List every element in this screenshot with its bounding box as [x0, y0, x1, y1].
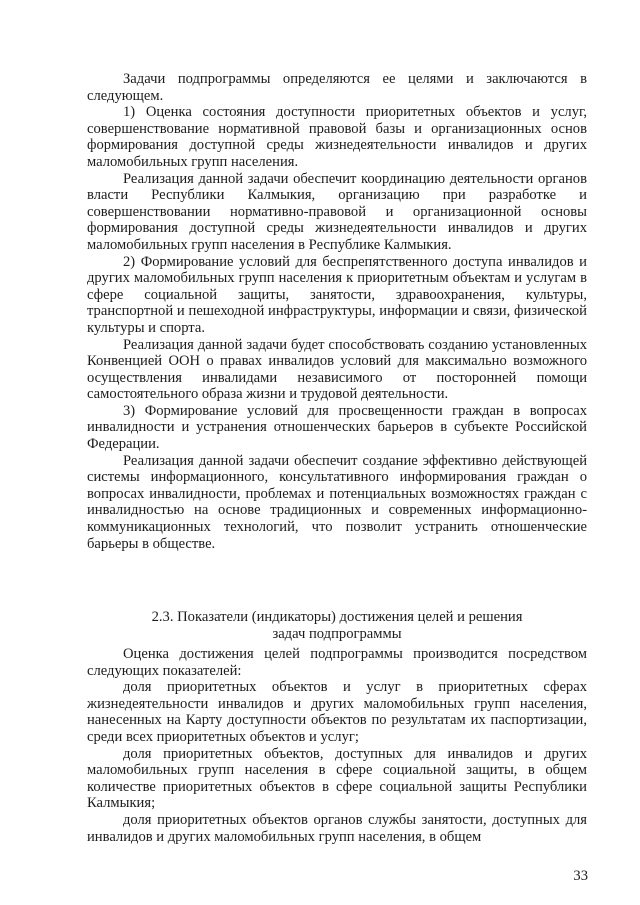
paragraph-indicators-intro: Оценка достижения целей подпрограммы производится посредством следующих показателей: [87, 646, 587, 679]
paragraph-indicator-3: доля приоритетных объектов органов службы занятости, доступных для инвалидов и других маломобильных групп населения, в общем [87, 811, 587, 845]
paragraph-task-2: 2) Формирование условий для беспрепятственного доступа инвалидов и других маломобильных групп населения к приоритетным объектам и услугам в сфере социальной защиты, занятости, здравоохранения, культуры, транспортной и пешеходной инфраструктуры, информации и связи, физической культуры и спорта. [87, 253, 587, 336]
paragraph-indicator-1: доля приоритетных объектов и услуг в приоритетных сферах жизнедеятельности инвалидов и других маломобильных групп населения, нанесенных на Карту доступности объектов по результатам их паспортизации, среди всех приоритетных объектов и услуг; [87, 679, 587, 745]
section-heading [87, 609, 587, 642]
paragraph-tasks-intro: Задачи подпрограммы определяются ее целями и заключаются в следующем. [87, 71, 587, 104]
page-number: 33 [573, 868, 588, 884]
paragraph-task-1-result: Реализация данной задачи обеспечит координацию деятельности органов власти Республики Калмыкия, организацию при разработке и совершенствовании нормативно-правовой и организационной основы формирования доступной среды жизнедеятельности инвалидов и других маломобильных групп населения в Республике Калмыкия. [87, 170, 587, 253]
paragraph-task-3-result: Реализация данной задачи обеспечит создание эффективно действующей системы информационного, консультативного информирования граждан о вопросах инвалидности, проблемах и потенциальных возможностях граждан с инвалидностью на основе традиционных и современных информационно-коммуникационных технологий, что позволит устранить отношенческие барьеры в обществе. [87, 452, 587, 552]
body-text-bottom [87, 646, 587, 845]
paragraph-indicator-2: доля приоритетных объектов, доступных для инвалидов и других маломобильных групп населения в сфере социальной защиты, в общем количестве приоритетных объектов в сфере социальной защиты Республики Калмыкия; [87, 745, 587, 812]
section-heading-line-2: задач подпрограммы [272, 625, 402, 642]
paragraph-task-2-result: Реализация данной задачи будет способствовать созданию установленных Конвенцией ООН о правах инвалидов условий для максимально возможного осуществления инвалидами независимого от посторонней помощи самостоятельного образа жизни и трудовой деятельности. [87, 336, 587, 403]
paragraph-task-1: 1) Оценка состояния доступности приоритетных объектов и услуг, совершенствование нормативной правовой базы и организационных основ формирования доступной среды жизнедеятельности инвалидов и других маломобильных групп населения. [87, 104, 587, 170]
section-heading-line-1: 2.3. Показатели (индикаторы) достижения целей и решения [151, 609, 523, 625]
paragraph-task-3: 3) Формирование условий для просвещенности граждан в вопросах инвалидности и устранения отношенческих барьеров в субъекте Российской Федерации. [87, 402, 587, 453]
body-text-top [87, 71, 587, 552]
